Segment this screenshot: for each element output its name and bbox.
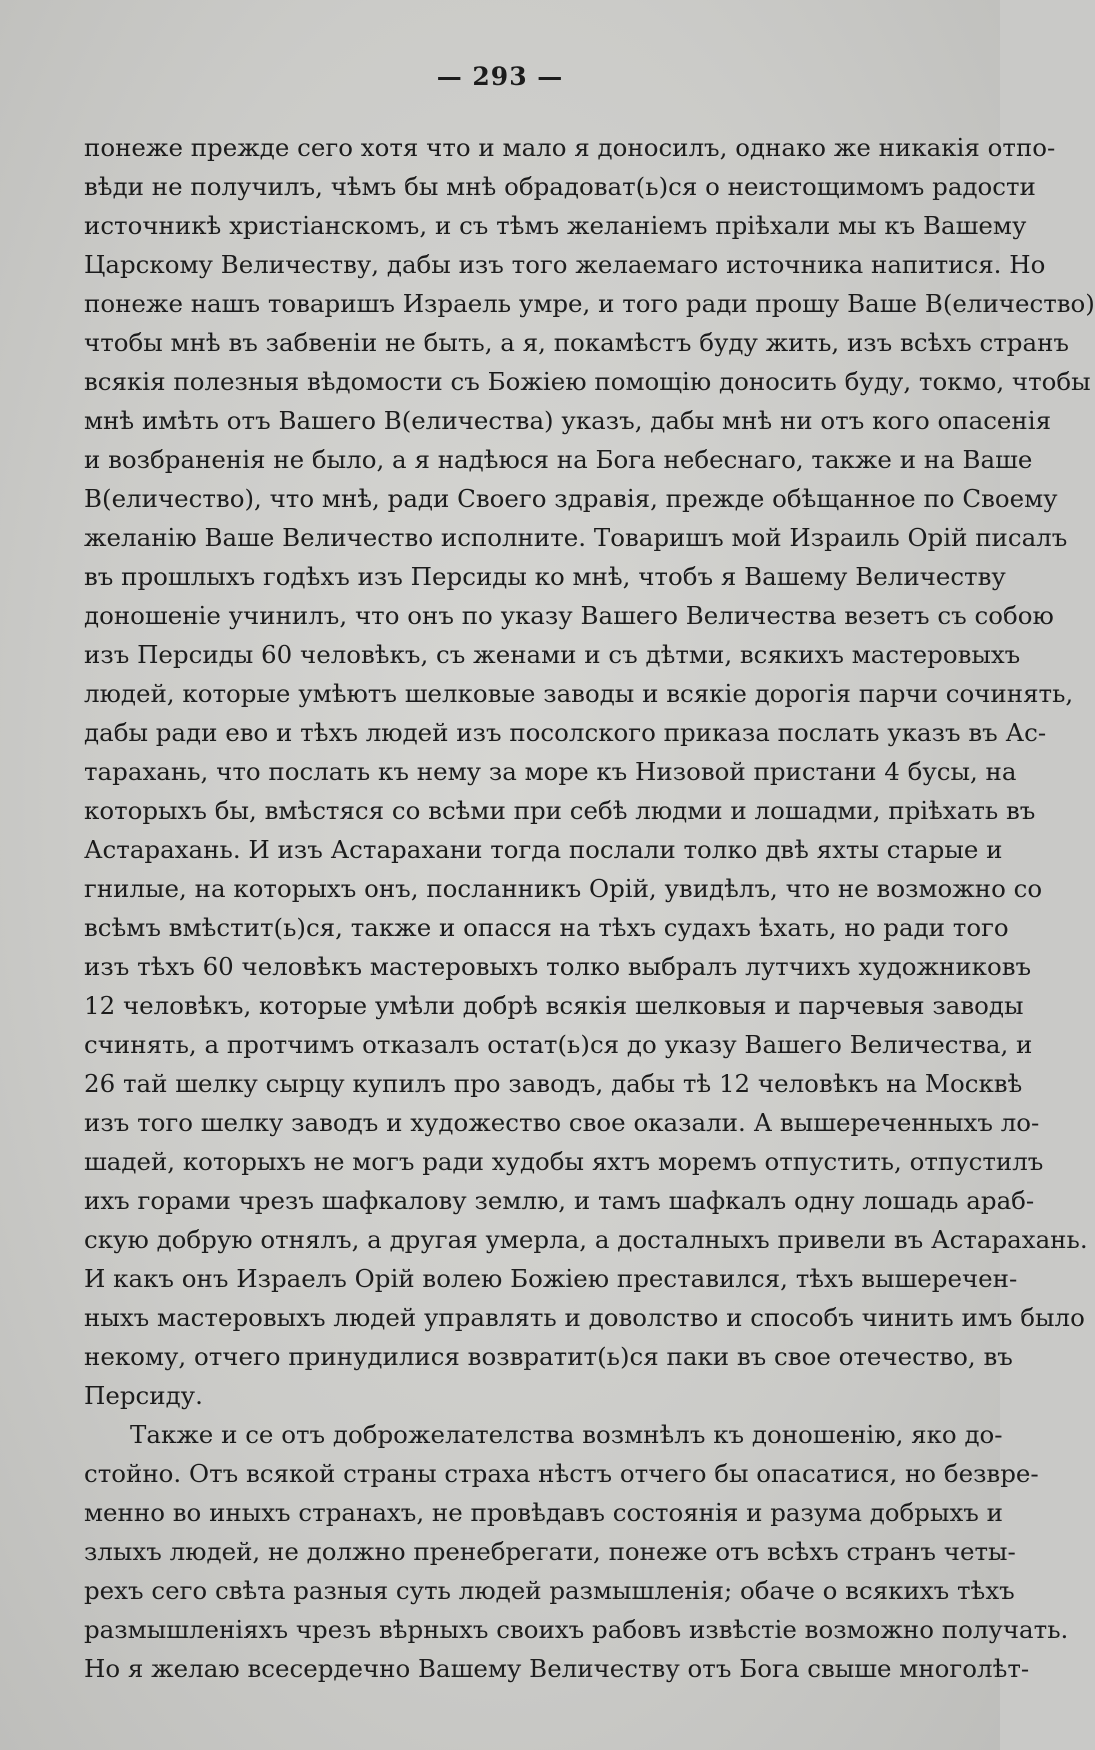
text-line: всякiя полезныя вѣдомости съ Божiею помощiю доносить буду, токмо, чтобы (84, 367, 1091, 396)
text-line: понеже прежде сего хотя что и мало я доносилъ, однако же никакiя отпо- (84, 133, 1056, 162)
text-line: ихъ горами чрезъ шафкалову землю, и тамъ шафкалъ одну лошадь араб- (84, 1186, 1035, 1215)
text-line: стойно. Отъ всякой страны страха нѣстъ отчего бы опасатися, но безвре- (84, 1459, 1039, 1488)
text-line: 26 тай шелку сырцу купилъ про заводъ, дабы тѣ 12 человѣкъ на Москвѣ (84, 1069, 1023, 1098)
text-line: тарахань, что послать къ нему за море къ Низовой пристани 4 бусы, на (84, 757, 1017, 786)
text-line: изъ того шелку заводъ и художество свое оказали. А вышереченныхъ ло- (84, 1108, 1040, 1137)
text-line: чтобы мнѣ въ забвенiи не быть, а я, покамѣстъ буду жить, изъ всѣхъ странъ (84, 328, 1070, 357)
text-line: въ прошлыхъ годѣхъ изъ Персиды ко мнѣ, чтобъ я Вашему Величеству (84, 562, 1006, 591)
text-line: понеже нашъ товаришъ Израель умре, и того ради прошу Ваше В(еличество) (84, 289, 1095, 318)
text-line: В(еличество), что мнѣ, ради Своего здравiя, прежде обѣщанное по Своему (84, 484, 1058, 513)
text-line: скую добрую отнялъ, а другая умерла, а досталныхъ привели въ Астарахань. (84, 1225, 1088, 1254)
text-line: изъ тѣхъ 60 человѣкъ мастеровыхъ толко выбралъ лутчихъ художниковъ (84, 952, 1032, 981)
text-line: Астарахань. И изъ Астарахани тогда послали толко двѣ яхты старые и (84, 835, 1003, 864)
text-line: ныхъ мастеровыхъ людей управлять и доволство и способъ чинить имъ было (84, 1303, 1085, 1332)
text-line: всѣмъ вмѣстит(ь)ся, также и опасся на тѣхъ судахъ ѣхать, но ради того (84, 913, 1009, 942)
text-line: и возбраненiя не было, а я надѣюся на Бога небеснаго, также и на Ваше (84, 445, 1033, 474)
text-line: гнилые, на которыхъ онъ, посланникъ Орiй, увидѣлъ, что не возможно со (84, 874, 1043, 903)
text-line: рехъ сего свѣта разныя суть людей размышленiя; обаче о всякихъ тѣхъ (84, 1576, 1015, 1605)
text-line: Царскому Величеству, дабы изъ того желаемаго источника напитися. Но (84, 250, 1046, 279)
text-line: счинять, а протчимъ отказалъ остат(ь)ся до указу Вашего Величества, и (84, 1030, 1033, 1059)
body-text (84, 128, 1095, 1688)
text-line: Но я желаю всесердечно Вашему Величеству отъ Бога свыше многолѣт- (84, 1654, 1030, 1683)
text-line: изъ Персиды 60 человѣкъ, съ женами и съ дѣтми, всякихъ мастеровыхъ (84, 640, 1021, 669)
paragraph-end-line: Персиду. (84, 1381, 203, 1410)
text-line: И какъ онъ Израелъ Орiй волею Божiею преставился, тѣхъ вышеречен- (84, 1264, 1018, 1293)
text-line: злыхъ людей, не должно пренебрегати, понеже отъ всѣхъ странъ четы- (84, 1537, 1016, 1566)
text-line: источникѣ христiанскомъ, и съ тѣмъ желанiемъ прiѣхали мы къ Вашему (84, 211, 1027, 240)
paragraph-start-line: Также и се отъ доброжелателства возмнѣлъ къ доношенiю, яко до- (130, 1420, 1003, 1449)
text-line: доношенiе учинилъ, что онъ по указу Вашего Величества везетъ съ собою (84, 601, 1054, 630)
text-line: вѣди не получилъ, чѣмъ бы мнѣ обрадоват(ь)ся о неистощимомъ радости (84, 172, 1036, 201)
text-line: которыхъ бы, вмѣстяся со всѣми при себѣ людми и лошадми, прiѣхать въ (84, 796, 1036, 825)
text-line: 12 человѣкъ, которые умѣли добрѣ всякiя шелковыя и парчевыя заводы (84, 991, 1024, 1020)
text-line: некому, отчего принудилися возвратит(ь)ся паки въ свое отечество, въ (84, 1342, 1013, 1371)
text-line: размышленiяхъ чрезъ вѣрныхъ своихъ рабовъ извѣстiе возможно получать. (84, 1615, 1069, 1644)
page-number: — 293 — (436, 62, 564, 91)
text-line: людей, которые умѣютъ шелковые заводы и всякiе дорогiя парчи сочинять, (84, 679, 1074, 708)
text-line: мнѣ имѣть отъ Вашего В(еличества) указъ, дабы мнѣ ни отъ кого опасенiя (84, 406, 1052, 435)
text-line: менно во иныхъ странахъ, не провѣдавъ состоянiя и разума добрыхъ и (84, 1498, 1004, 1527)
text-line: желанiю Ваше Величество исполните. Товаришъ мой Израиль Орiй писалъ (84, 523, 1068, 552)
text-line: дабы ради ево и тѣхъ людей изъ посолского приказа послать указъ въ Ас- (84, 718, 1047, 747)
text-line: шадей, которыхъ не могъ ради худобы яхтъ моремъ отпустить, отпустилъ (84, 1147, 1044, 1176)
